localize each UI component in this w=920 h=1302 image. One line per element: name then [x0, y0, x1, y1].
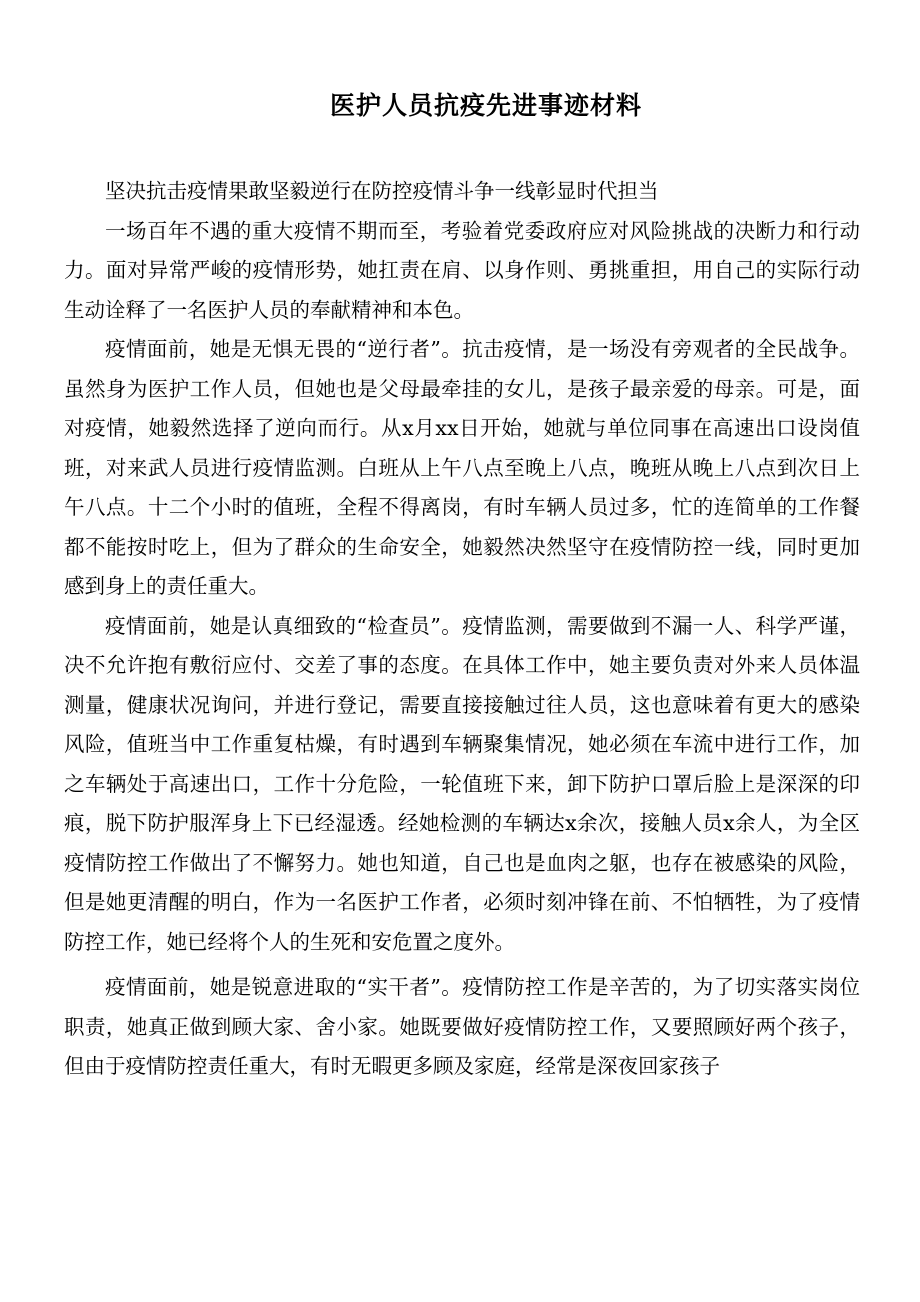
- document-subtitle: 坚决抗击疫情果敢坚毅逆行在防控疫情斗争一线彰显时代担当: [105, 179, 659, 203]
- paragraph-doer: 疫情面前，她是锐意进取的“实干者”。疫情防控工作是辛苦的，为了切实落实岗位职责，她真正做到顾大家、舍小家。她既要做好疫情防控工作，又要照顾好两个孩子，但由于疫情防控责任重大，有时无暇更多顾及家庭，经常是深夜回家孩子: [64, 975, 860, 1078]
- paragraph-inspector: 疫情面前，她是认真细致的“检查员”。疫情监测，需要做到不漏一人、科学严谨，决不允许抱有敷衍应付、交差了事的态度。在具体工作中，她主要负责对外来人员体温测量，健康状况询问，并进行登记，需要直接接触过往人员，这也意味着有更大的感染风险，值班当中工作重复枯燥，有时遇到车辆聚集情况，她必须在车流中进行工作，加之车辆处于高速出口，工作十分危险，一轮值班下来，卸下防护口罩后脸上是深深的印痕，脱下防护服浑身上下已经湿透。经她检测的车辆达x余次，接触人员x余人，为全区疫情防控工作做出了不懈努力。她也知道，自己也是血肉之躯，也存在被感染的风险，但是她更清醒的明白，作为一名医护工作者，必须时刻冲锋在前、不怕牺牲，为了疫情防控工作，她已经将个人的生死和安危置之度外。: [64, 613, 860, 954]
- paragraph-intro: 一场百年不遇的重大疫情不期而至，考验着党委政府应对风险挑战的决断力和行动力。面对异常严峻的疫情形势，她扛责在肩、以身作则、勇挑重担，用自己的实际行动生动诠释了一名医护人员的奉献精神和本色。: [64, 218, 860, 322]
- document-title: 医护人员抗疫先进事迹材料: [329, 91, 642, 120]
- paragraph-retrograde: 疫情面前，她是无惧无畏的“逆行者”。抗击疫情，是一场没有旁观者的全民战争。虽然身为医护工作人员，但她也是父母最牵挂的女儿，是孩子最亲爱的母亲。可是，面对疫情，她毅然选择了逆向而行。从x月xx日开始，她就与单位同事在高速出口设岗值班，对来武人员进行疫情监测。白班从上午八点至晚上八点，晚班从晚上八点到次日上午八点。十二个小时的值班，全程不得离岗，有时车辆人员过多，忙的连简单的工作餐都不能按时吃上，但为了群众的生命安全，她毅然决然坚守在疫情防控一线，同时更加感到身上的责任重大。: [64, 337, 860, 598]
